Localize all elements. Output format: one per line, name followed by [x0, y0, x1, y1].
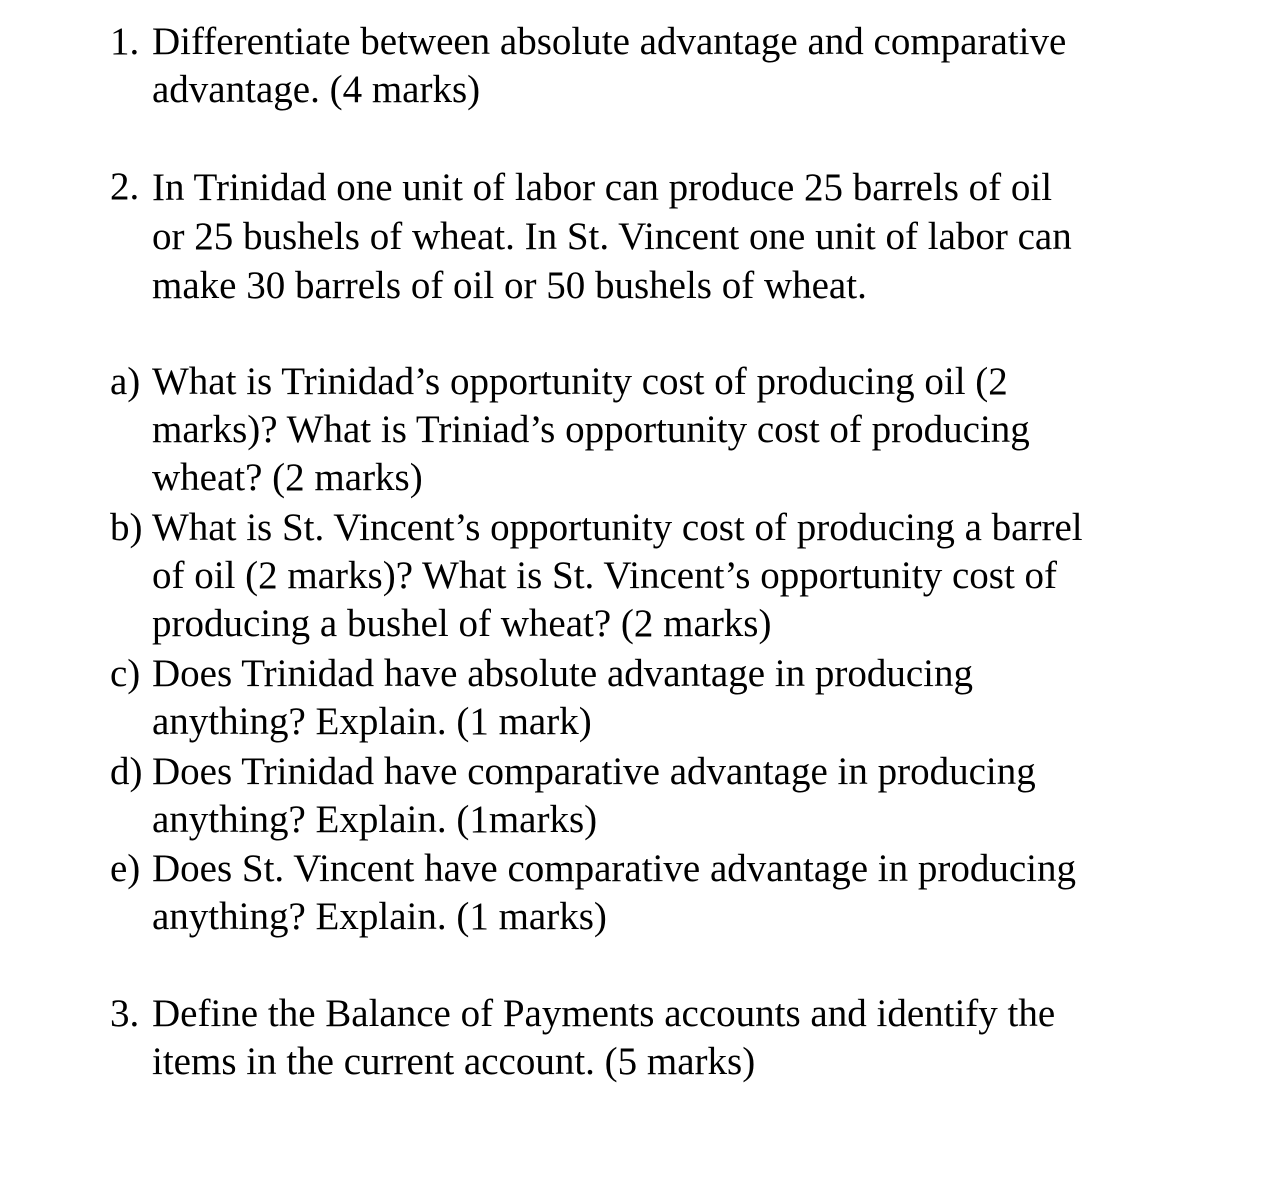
subquestion-c-text: Does Trinidad have absolute advantage in producing anything? Explain. (1 mark)	[152, 652, 973, 743]
question-2	[110, 163, 1190, 310]
subquestion-b-text: What is St. Vincent’s opportunity cost of producing a barrel of oil (2 marks)? What is St. Vincent’s opportunity cost of producing a bushel of wheat? (2 marks)	[152, 506, 1083, 645]
subquestion-a	[110, 358, 1190, 502]
question-1	[110, 18, 1190, 114]
question-3-number: 3.	[110, 992, 140, 1035]
question-1-text: Differentiate between absolute advantage and comparative advantage. (4 marks)	[152, 20, 1067, 111]
subquestion-c	[110, 650, 1190, 746]
question-2-number: 2.	[110, 165, 140, 208]
subquestion-e-text: Does St. Vincent have comparative advantage in producing anything? Explain. (1 marks)	[152, 847, 1076, 938]
subquestion-b-label: b)	[110, 506, 143, 549]
subquestion-d-text: Does Trinidad have comparative advantage in producing anything? Explain. (1marks)	[152, 750, 1036, 841]
subquestion-e	[110, 845, 1190, 941]
subquestion-c-label: c)	[110, 652, 141, 695]
question-3-text: Define the Balance of Payments accounts and identify the items in the current account. (5 marks)	[152, 992, 1056, 1083]
subquestion-b	[110, 504, 1190, 648]
question-1-number: 1.	[110, 20, 140, 63]
subquestion-a-label: a)	[110, 360, 141, 403]
question-3	[110, 990, 1190, 1086]
subquestion-d	[110, 748, 1190, 844]
question-2-text: In Trinidad one unit of labor can produce 25 barrels of oil or 25 bushels of wheat. In St. Vincent one unit of labor can make 30 barrels of oil or 50 bushels of wheat.	[152, 166, 1072, 307]
subquestion-a-text: What is Trinidad’s opportunity cost of producing oil (2 marks)? What is Triniad’s opportunity cost of producing wheat? (2 marks)	[152, 360, 1030, 499]
subquestion-d-label: d)	[110, 750, 143, 793]
subquestion-e-label: e)	[110, 847, 141, 890]
